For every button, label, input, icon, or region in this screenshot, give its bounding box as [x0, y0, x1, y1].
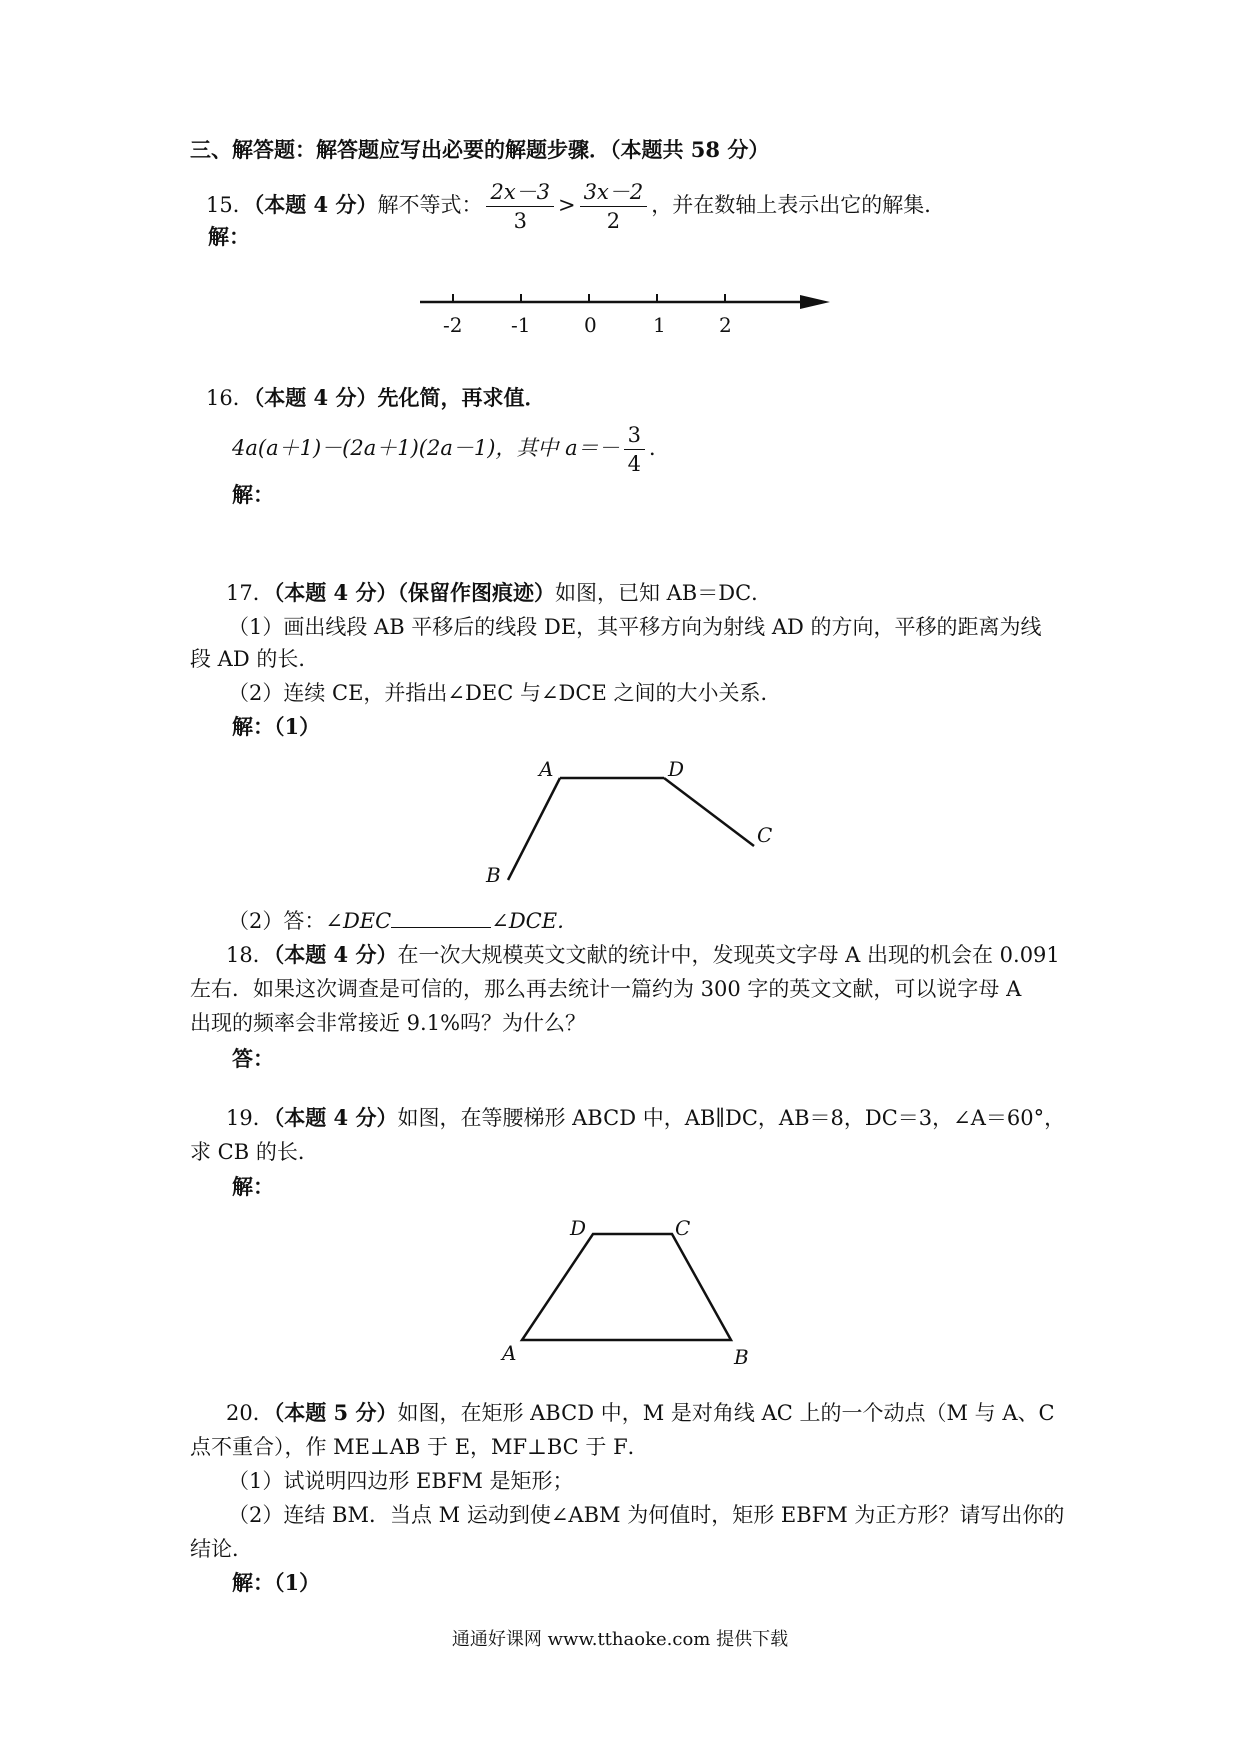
q16-score: （本题 4 分）先化简，再求值．: [253, 385, 546, 410]
q17-answer-2-prefix: （2）答：: [228, 909, 326, 933]
q15-suffix: ，并在数轴上表示出它的解集．: [651, 193, 946, 217]
q16-answer-label: 解：: [232, 482, 274, 507]
q20-text-1: 如图，在矩形 ABCD 中，M 是对角线 AC 上的一个动点（M 与 A、C: [397, 1401, 1055, 1425]
q19-text-1: 如图，在等腰梯形 ABCD 中，AB∥DC，AB＝8，DC＝3，∠A＝60°，: [397, 1106, 1066, 1130]
tick-label: 2: [719, 313, 732, 337]
vertex-label-a: A: [502, 1341, 517, 1365]
q17-part2: （2）连续 CE，并指出∠DEC 与∠DCE 之间的大小关系．: [228, 681, 782, 705]
q17-angle-dce: ∠DCE．: [491, 909, 579, 933]
q15-number: 15．: [206, 193, 254, 217]
q16-end: ．: [648, 436, 670, 460]
page-footer: 通通好课网 www.tthaoke.com 提供下载: [451, 1629, 789, 1650]
vertex-label-d: D: [570, 1216, 587, 1240]
tick-label: 0: [584, 313, 597, 337]
point-label-d: D: [668, 757, 685, 781]
q16-frac-denominator: 4: [627, 452, 641, 476]
q18-line3: 出现的频率会非常接近 9.1%吗？为什么？: [190, 1011, 587, 1035]
q17-part1-line2: 段 AD 的长．: [190, 647, 320, 671]
q17-text: 如图，已知 AB＝DC．: [554, 581, 773, 605]
point-label-a: A: [539, 757, 554, 781]
section-title: 三、解答题：解答题应写出必要的解题步骤．（本题共 58 分）: [190, 137, 770, 162]
q18-answer-label: 答：: [232, 1046, 274, 1071]
q16-number: 16．: [206, 386, 254, 410]
q17-number: 17．: [226, 581, 274, 605]
q18-line2: 左右．如果这次调查是可信的，那么再去统计一篇约为 300 字的英文文献，可以说字母 A: [190, 977, 1022, 1001]
vertex-label-b: B: [734, 1345, 749, 1369]
q20-part1: （1）试说明四边形 EBFM 是矩形；: [228, 1469, 574, 1493]
q17-score: （本题 4 分）（保留作图痕迹）: [273, 580, 555, 605]
q17-angle-dec: ∠DEC: [325, 909, 392, 933]
q18-number: 18．: [226, 943, 274, 967]
q18-score: （本题 4 分）: [273, 942, 398, 967]
q19-answer-label: 解：: [232, 1174, 274, 1199]
q18-text-1: 在一次大规模英文文献的统计中，发现英文字母 A 出现的机会在 0.091: [397, 943, 1060, 967]
q15-frac2-numerator: 3x－2: [580, 178, 648, 207]
q20-part2-line2: 结论．: [190, 1537, 253, 1561]
q15-score: （本题 4 分）: [253, 192, 378, 217]
point-label-c: C: [757, 823, 773, 847]
point-label-b: B: [486, 863, 501, 887]
tick-label: 1: [653, 313, 666, 337]
q19-score: （本题 4 分）: [273, 1105, 398, 1130]
q20-number: 20．: [226, 1401, 274, 1425]
trapezoid-abcd: [522, 1234, 731, 1340]
q17-answer-label: 解：（1）: [232, 714, 321, 739]
vertex-label-c: C: [675, 1216, 691, 1240]
q20-answer-label: 解：（1）: [232, 1570, 321, 1595]
tick-label: -2: [443, 313, 463, 337]
q16-frac-numerator: 3: [624, 421, 645, 450]
q15-frac1-numerator: 2x－3: [486, 178, 554, 207]
q17-part1-line1: （1）画出线段 AB 平移后的线段 DE，其平移方向为射线 AD 的方向，平移的距离为线: [228, 615, 1042, 639]
q19-line2: 求 CB 的长．: [190, 1140, 319, 1164]
q20-line2: 点不重合），作 ME⊥AB 于 E，MF⊥BC 于 F．: [190, 1435, 649, 1459]
tick-label: -1: [511, 313, 531, 337]
q15-frac1-denominator: 3: [513, 209, 527, 233]
q15-gt: >: [558, 193, 576, 217]
q15-prefix: 解不等式：: [377, 193, 483, 217]
q20-line1: [226, 1398, 1055, 1428]
q20-score: （本题 5 分）: [273, 1400, 398, 1425]
q20-part2-line1: （2）连结 BM．当点 M 运动到使∠ABM 为何值时，矩形 EBFM 为正方形？请写出你的: [228, 1503, 1065, 1527]
q16-expr: 4a(a＋1)－(2a＋1)(2a－1)，其中 a＝－: [232, 436, 620, 460]
q15-answer-label: 解：: [208, 224, 250, 249]
q15-frac2-denominator: 2: [606, 209, 621, 233]
q19-number: 19．: [226, 1106, 274, 1130]
